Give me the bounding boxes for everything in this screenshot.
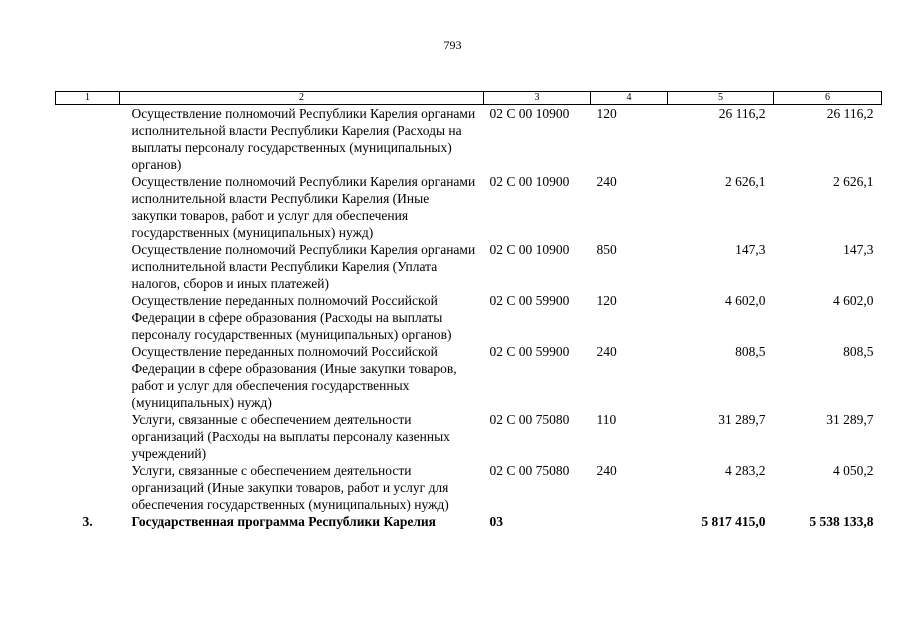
row-number <box>56 105 120 174</box>
target-article-code: 02 С 00 10900 <box>489 174 570 189</box>
target-article-code: 02 С 00 59900 <box>489 344 570 359</box>
table-row <box>56 105 882 174</box>
amount-year-2: 147,3 <box>843 242 874 257</box>
table-row <box>56 513 882 530</box>
row-number <box>56 462 120 513</box>
target-article-code: 02 С 00 75080 <box>489 463 570 478</box>
target-article-code: 02 С 00 75080 <box>489 412 570 427</box>
row-number <box>56 411 120 462</box>
expense-type-code: 240 <box>596 174 617 189</box>
expense-name: Осуществление переданных полномочий Российской Федерации в сфере образования (Расходы на выплаты персоналу государственных (муниципальных) органов) <box>131 293 452 342</box>
amount-year-1: 26 116,2 <box>718 106 766 121</box>
column-header: 3 <box>484 92 591 105</box>
expense-name: Осуществление полномочий Республики Карелия органами исполнительной власти Республики Карелия (Расходы на выплаты персоналу государственных (муниципальных) органов) <box>131 106 476 172</box>
table-row <box>56 462 882 513</box>
expense-type-code: 850 <box>596 242 617 257</box>
expense-name: Осуществление переданных полномочий Российской Федерации в сфере образования (Иные закупки товаров, работ и услуг для обеспечения государственных (муниципальных) нужд) <box>131 344 457 410</box>
expense-name: Услуги, связанные с обеспечением деятельности организаций (Иные закупки товаров, работ и услуг для обеспечения государственных (муниципальных) нужд) <box>131 463 449 512</box>
row-number <box>56 241 120 292</box>
expense-name: Осуществление полномочий Республики Карелия органами исполнительной власти Республики Карелия (Уплата налогов, сборов и иных платежей) <box>131 242 476 291</box>
expense-type-code: 240 <box>596 344 617 359</box>
table-row <box>56 411 882 462</box>
amount-year-2: 31 289,7 <box>826 412 874 427</box>
expense-name: Осуществление полномочий Республики Карелия органами исполнительной власти Республики Карелия (Иные закупки товаров, работ и услуг для обеспечения государственных (муниципальных) нужд) <box>131 174 476 240</box>
expense-type-code: 120 <box>596 106 617 121</box>
column-number-row <box>56 92 882 105</box>
amount-year-1: 4 602,0 <box>725 293 766 308</box>
amount-year-1: 147,3 <box>735 242 766 257</box>
column-header: 6 <box>774 92 882 105</box>
expense-type-code <box>591 513 668 530</box>
table-row <box>56 241 882 292</box>
amount-year-1: 5 817 415,0 <box>701 514 766 529</box>
page-number: 793 <box>443 38 462 52</box>
expense-name: Государственная программа Республики Карелия <box>131 514 436 529</box>
table-row <box>56 343 882 411</box>
column-header: 2 <box>120 92 484 105</box>
expense-type-code: 110 <box>596 412 617 427</box>
row-number <box>56 173 120 241</box>
row-number <box>56 343 120 411</box>
expense-type-code: 120 <box>596 293 617 308</box>
row-number <box>56 292 120 343</box>
table-body <box>56 105 882 531</box>
amount-year-2: 4 602,0 <box>833 293 874 308</box>
amount-year-2: 26 116,2 <box>826 106 874 121</box>
table-row <box>56 173 882 241</box>
column-header: 5 <box>668 92 774 105</box>
amount-year-1: 4 283,2 <box>725 463 766 478</box>
amount-year-1: 808,5 <box>735 344 766 359</box>
amount-year-1: 2 626,1 <box>725 174 766 189</box>
column-header: 4 <box>591 92 668 105</box>
target-article-code: 02 С 00 59900 <box>489 293 570 308</box>
target-article-code: 02 С 00 10900 <box>489 242 570 257</box>
amount-year-2: 5 538 133,8 <box>809 514 874 529</box>
amount-year-1: 31 289,7 <box>718 412 766 427</box>
column-header: 1 <box>56 92 120 105</box>
amount-year-2: 808,5 <box>843 344 874 359</box>
row-number: 3. <box>82 514 93 529</box>
amount-year-2: 2 626,1 <box>833 174 874 189</box>
amount-year-2: 4 050,2 <box>833 463 874 478</box>
expense-type-code: 240 <box>596 463 617 478</box>
table-row <box>56 292 882 343</box>
expense-name: Услуги, связанные с обеспечением деятельности организаций (Расходы на выплаты персоналу казенных учреждений) <box>131 412 450 461</box>
budget-table <box>55 91 882 530</box>
target-article-code: 02 С 00 10900 <box>489 106 570 121</box>
target-article-code: 03 <box>489 514 503 529</box>
